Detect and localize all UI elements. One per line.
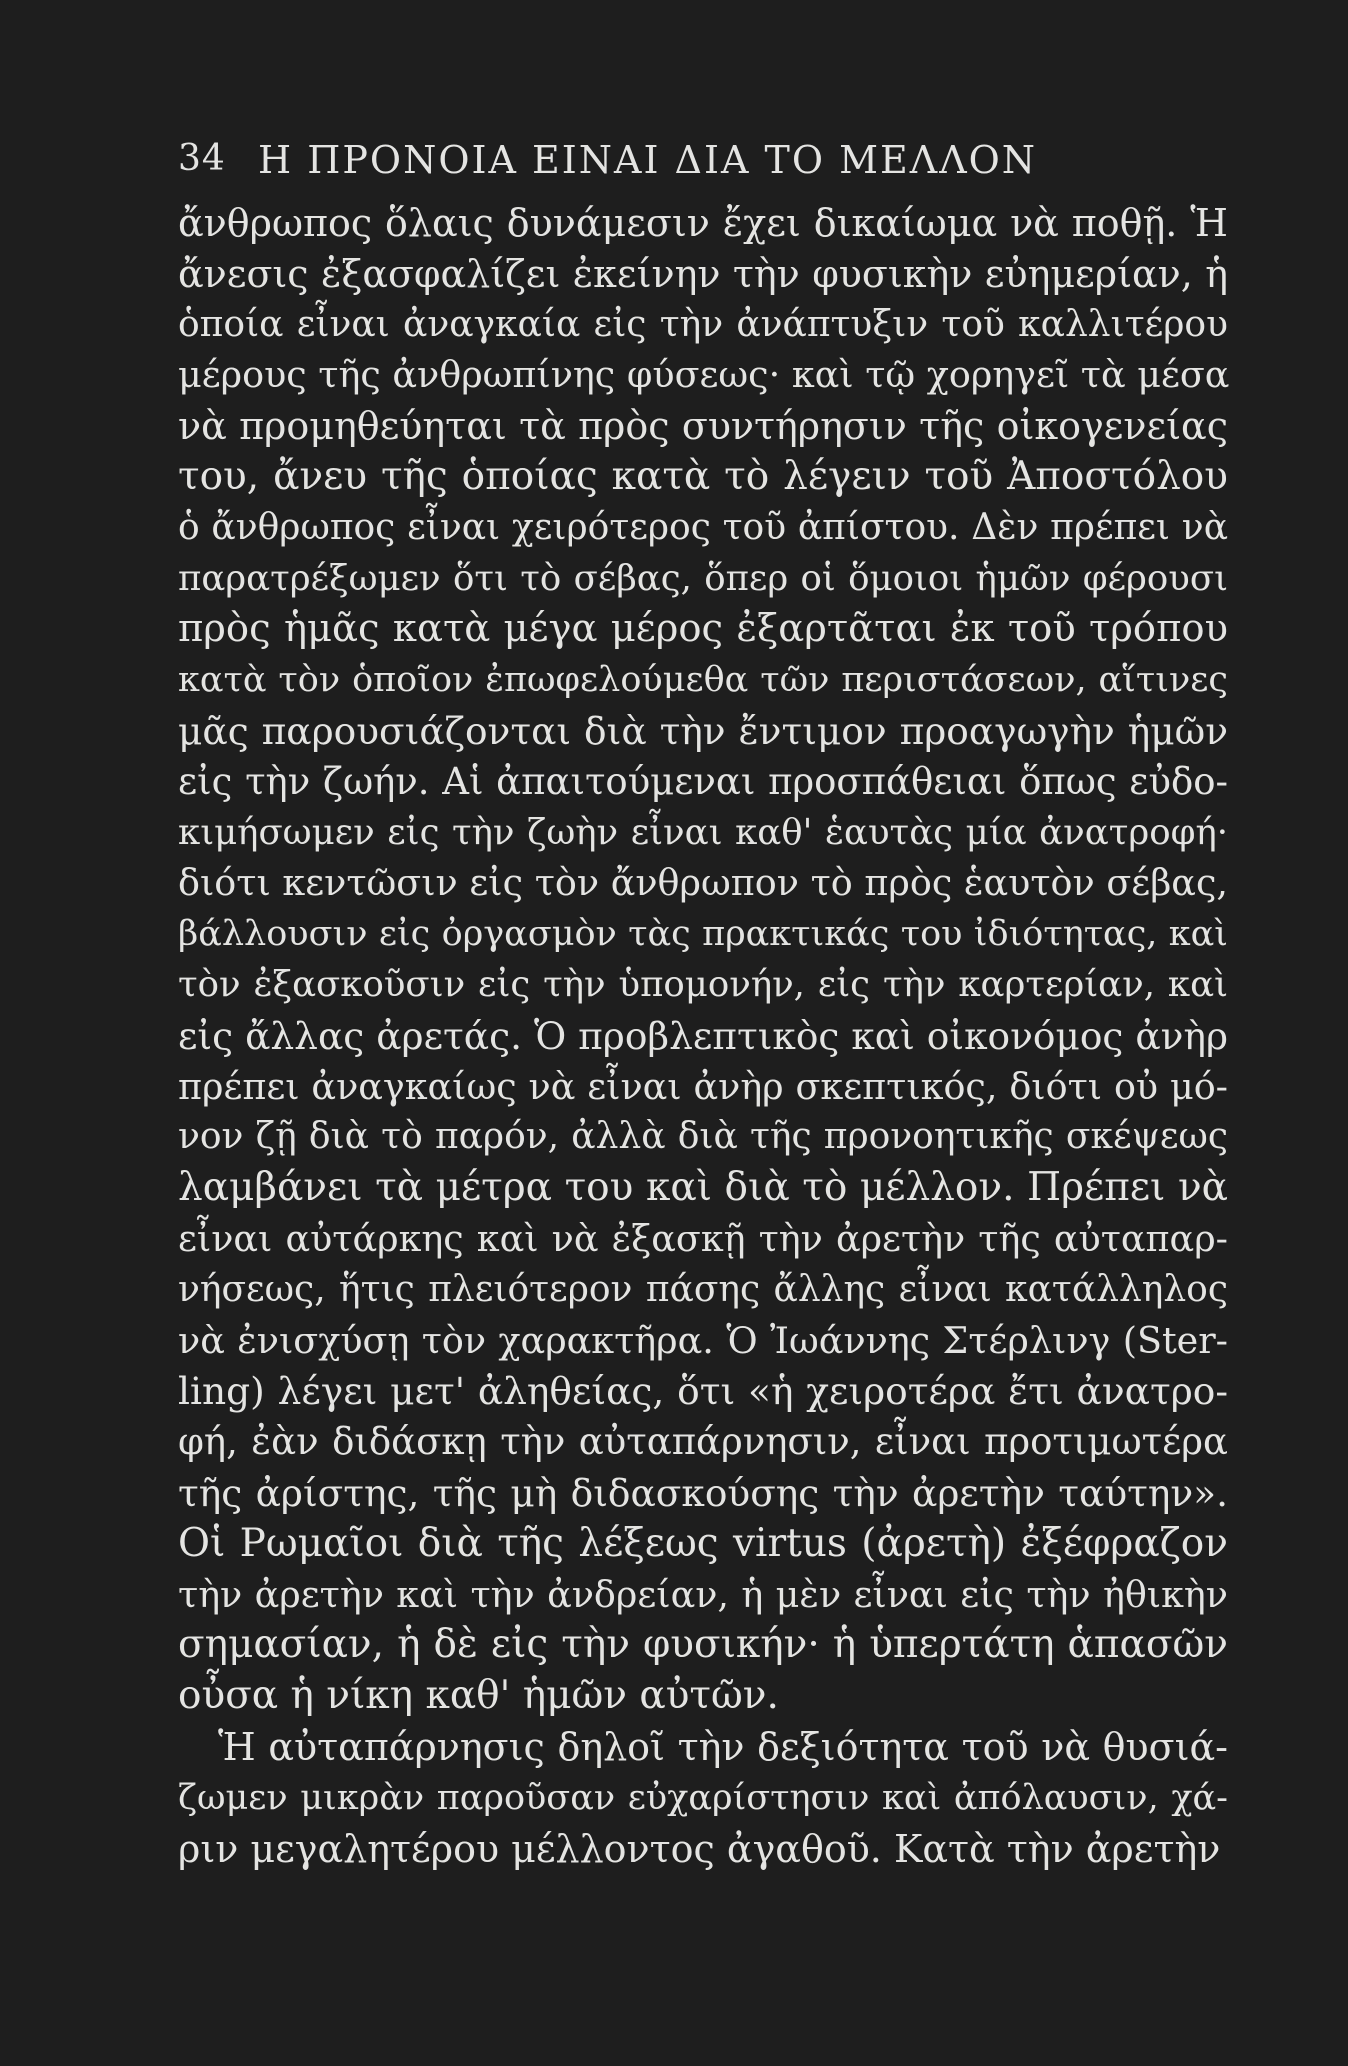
text-line: τὴν ἀρετὴν καὶ τὴν ἀνδρείαν, ἡ μὲν εἶναι εἰς τὴν ἠθικὴν	[178, 1572, 1228, 1616]
text-line: λαμβάνει τὰ μέτρα του καὶ διὰ τὸ μέλλον. Πρέπει νὰ	[178, 1165, 1228, 1211]
text-line: φή, ἐὰν διδάσκῃ τὴν αὐταπάρνησιν, εἶναι προτιμωτέρα	[178, 1420, 1228, 1464]
text-line: νήσεως, ἥτις πλειότερον πάσης ἄλλης εἶναι κατάλληλος	[178, 1268, 1228, 1310]
text-line: Ἡ αὐταπάρνησις δηλοῖ τὴν δεξιότητα τοῦ νὰ θυσιά-	[218, 1724, 1228, 1769]
text-line: του, ἄνευ τῆς ὁποίας κατὰ τὸ λέγειν τοῦ Ἀποστόλου	[178, 453, 1228, 499]
text-line: ὁποία εἶναι ἀναγκαία εἰς τὴν ἀνάπτυξιν τοῦ καλλιτέρου	[178, 303, 1228, 345]
text-line: εἰς τὴν ζωήν. Αἱ ἀπαιτούμεναι προσπάθειαι ὅπως εὐδο-	[178, 759, 1228, 803]
running-title: Η ΠΡΟΝΟΙΑ ΕΙΝΑΙ ΔΙΑ ΤΟ ΜΕΛΛΟΝ	[258, 138, 1038, 182]
text-line: ριν μεγαλητέρου μέλλοντος ἀγαθοῦ. Κατὰ τὴν ἀρετὴν	[178, 1826, 1221, 1871]
text-line: διότι κεντῶσιν εἰς τὸν ἄνθρωπον τὸ πρὸς ἑαυτὸν σέβας,	[178, 861, 1228, 905]
text-line: κιμήσωμεν εἰς τὴν ζωὴν εἶναι καθ' ἑαυτὰς μία ἀνατροφή·	[178, 811, 1228, 853]
text-line: τὸν ἐξασκοῦσιν εἰς τὴν ὑπομονήν, εἰς τὴν καρτερίαν, καὶ	[178, 963, 1228, 1005]
text-line: ἄνθρωπος ὅλαις δυνάμεσιν ἔχει δικαίωμα νὰ ποθῇ. Ἡ	[178, 201, 1228, 245]
text-line: εἰς ἄλλας ἀρετάς. Ὁ προβλεπτικὸς καὶ οἰκονόμος ἀνὴρ	[178, 1013, 1228, 1058]
text-line: νον ζῇ διὰ τὸ παρόν, ἀλλὰ διὰ τῆς προνοητικῆς σκέψεως	[178, 1116, 1228, 1158]
body-text	[178, 198, 1228, 1874]
text-line: κατὰ τὸν ὁποῖον ἐπωφελούμεθα τῶν περιστάσεων, αἵτινες	[178, 660, 1228, 701]
text-line: εἶναι αὐτάρκης καὶ νὰ ἐξασκῇ τὴν ἀρετὴν τῆς αὐταπαρ-	[178, 1216, 1228, 1260]
text-line: ὁ ἄνθρωπος εἶναι χειρότερος τοῦ ἀπίστου. Δὲν πρέπει νὰ	[178, 506, 1228, 548]
text-line: Οἱ Ρωμαῖοι διὰ τῆς λέξεως virtus (ἀρετὴ) ἐξέφραζον	[178, 1520, 1228, 1566]
text-line: μέρους τῆς ἀνθρωπίνης φύσεως· καὶ τῷ χορηγεῖ τὰ μέσα	[178, 353, 1230, 397]
text-line: πρὸς ἡμᾶς κατὰ μέγα μέρος ἐξαρτᾶται ἐκ τοῦ τρόπου	[178, 606, 1228, 652]
text-line: τῆς ἀρίστης, τῆς μὴ διδασκούσης τὴν ἀρετὴν ταύτην».	[178, 1470, 1228, 1515]
page-header	[178, 132, 1098, 192]
text-line: νὰ προμηθεύηται τὰ πρὸς συντήρησιν τῆς οἰκογενείας	[178, 404, 1228, 449]
text-line: βάλλουσιν εἰς ὀργασμὸν τὰς πρακτικάς του ἰδιότητας, καὶ	[178, 914, 1228, 955]
text-line: ling) λέγει μετ' ἀληθείας, ὅτι «ἡ χειροτέρα ἔτι ἀνατρο-	[178, 1369, 1228, 1414]
text-line: μᾶς παρουσιάζονται διὰ τὴν ἔντιμον προαγωγὴν ἡμῶν	[178, 708, 1228, 753]
text-line: οὖσα ἡ νίκη καθ' ἡμῶν αὐτῶν.	[178, 1673, 779, 1719]
text-line: σημασίαν, ἡ δὲ εἰς τὴν φυσικήν· ἡ ὑπερτάτη ἁπασῶν	[178, 1622, 1228, 1668]
text-line: πρέπει ἀναγκαίως νὰ εἶναι ἀνὴρ σκεπτικός, διότι οὐ μό-	[178, 1064, 1228, 1108]
page-number: 34	[178, 138, 226, 179]
text-line: νὰ ἐνισχύσῃ τὸν χαρακτῆρα. Ὁ Ἰωάννης Στέρλινγ (Ster-	[178, 1318, 1228, 1362]
text-line: ἄνεσις ἐξασφαλίζει ἐκείνην τὴν φυσικὴν εὐημερίαν, ἡ	[178, 251, 1228, 296]
text-line: ζωμεν μικρὰν παροῦσαν εὐχαρίστησιν καὶ ἀπόλαυσιν, χά-	[178, 1777, 1228, 1818]
text-line: παρατρέξωμεν ὅτι τὸ σέβας, ὅπερ οἱ ὅμοιοι ἡμῶν φέρουσι	[178, 557, 1228, 599]
